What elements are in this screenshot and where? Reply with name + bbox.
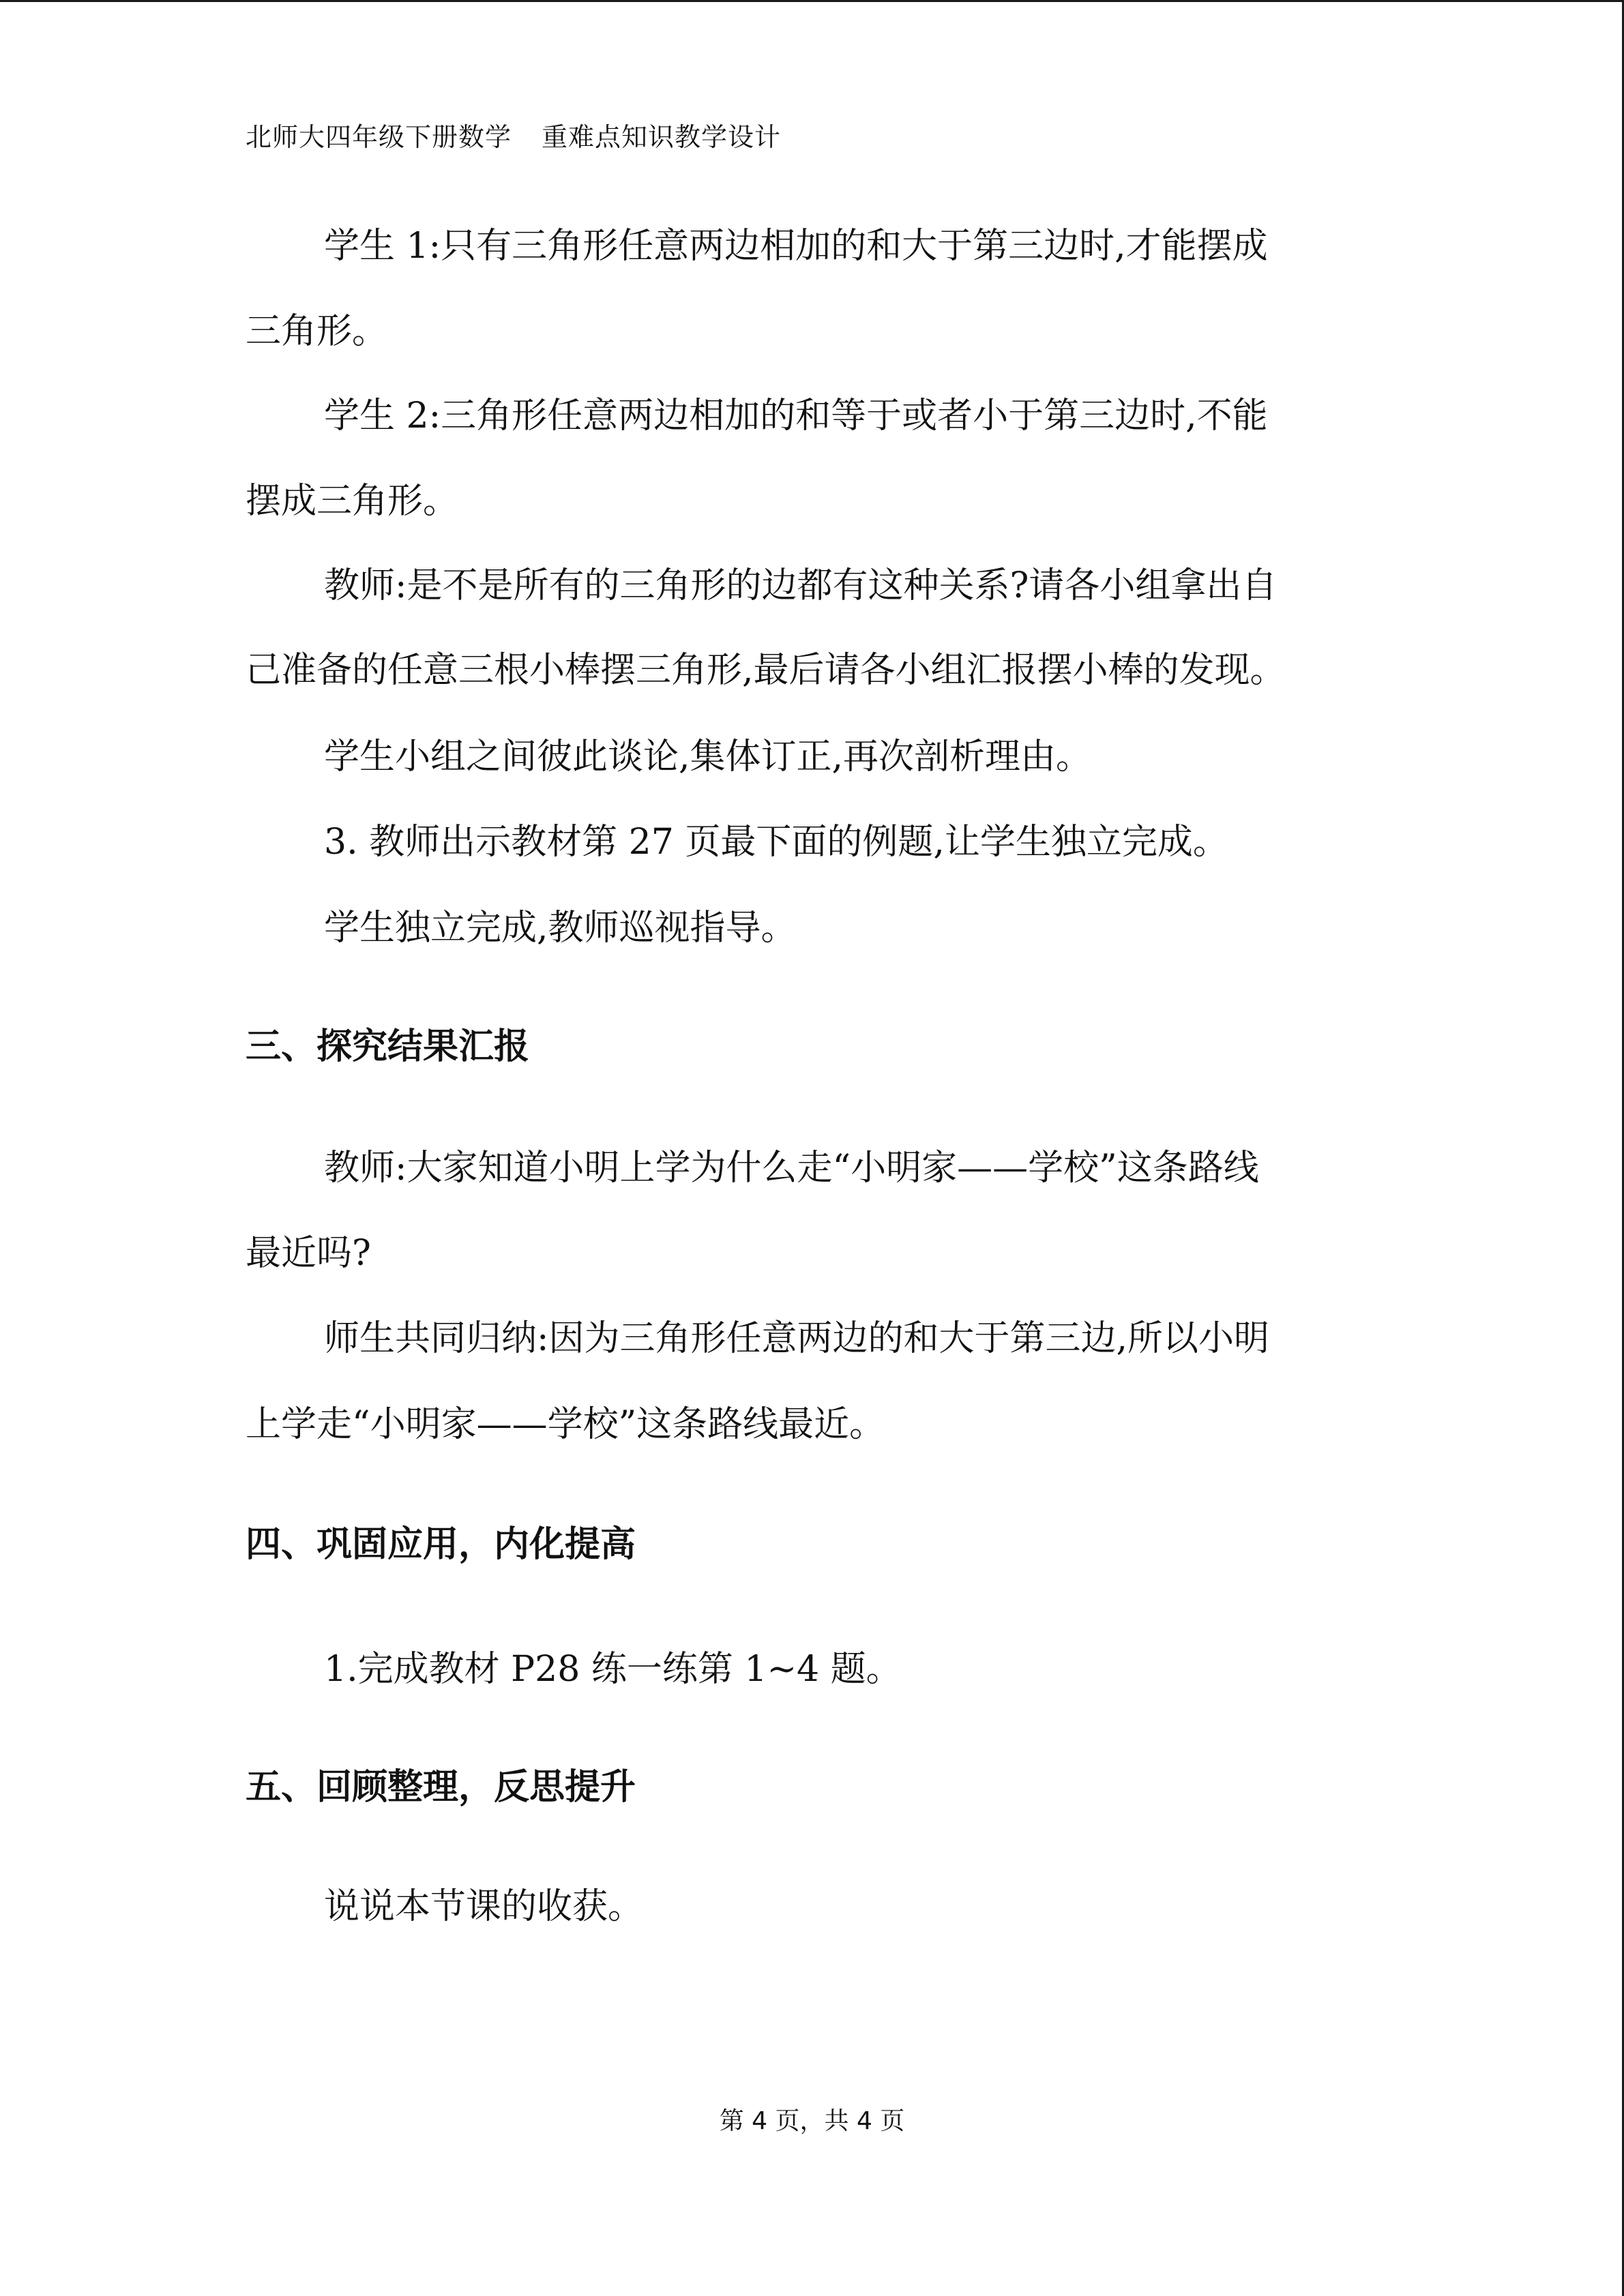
paragraph-teacher-question-line2: 己准备的任意三根小棒摆三角形,最后请各小组汇报摆小棒的发现。 (246, 650, 1286, 691)
paragraph-example-task: 3. 教师出示教材第 27 页最下面的例题,让学生独立完成。 (324, 822, 1228, 863)
paragraph-summary-line1: 师生共同归纳:因为三角形任意两边的和大于第三边,所以小明 (324, 1318, 1270, 1359)
paragraph-teacher-question-line1: 教师:是不是所有的三角形的边都有这种关系?请各小组拿出自 (324, 565, 1278, 606)
page-border-top (0, 0, 1624, 2)
page-header (246, 116, 781, 153)
paragraph-independent-work: 学生独立完成,教师巡视指导。 (324, 908, 797, 949)
paragraph-student2-line1: 学生 2:三角形任意两边相加的和等于或者小于第三边时,不能 (324, 396, 1268, 436)
paragraph-student1-line1: 学生 1:只有三角形任意两边相加的和大于第三边时,才能摆成 (324, 226, 1268, 267)
paragraph-reflection: 说说本节课的收获。 (324, 1886, 644, 1927)
paragraph-student1-line2: 三角形。 (246, 311, 388, 352)
page-number: 第 4 页，共 4 页 (719, 2107, 905, 2135)
paragraph-student2-line2: 摆成三角形。 (246, 481, 459, 522)
section-heading-5: 五、回顾整理，反思提升 (246, 1767, 636, 1808)
paragraph-teacher-route-line2: 最近吗? (246, 1233, 371, 1274)
section-heading-4: 四、巩固应用，内化提高 (246, 1524, 636, 1565)
paragraph-group-discussion: 学生小组之间彼此谈论,集体订正,再次剖析理由。 (324, 736, 1092, 777)
paragraph-teacher-route-line1: 教师:大家知道小明上学为什么走“小明家——学校”这条路线 (324, 1148, 1259, 1189)
paragraph-summary-line2: 上学走“小明家——学校”这条路线最近。 (246, 1404, 885, 1445)
header-course: 北师大四年级下册数学 (246, 122, 512, 152)
header-topic: 重难点知识教学设计 (542, 122, 782, 152)
section-heading-3: 三、探究结果汇报 (246, 1026, 530, 1067)
paragraph-exercise: 1.完成教材 P28 练一练第 1~4 题。 (324, 1649, 902, 1690)
